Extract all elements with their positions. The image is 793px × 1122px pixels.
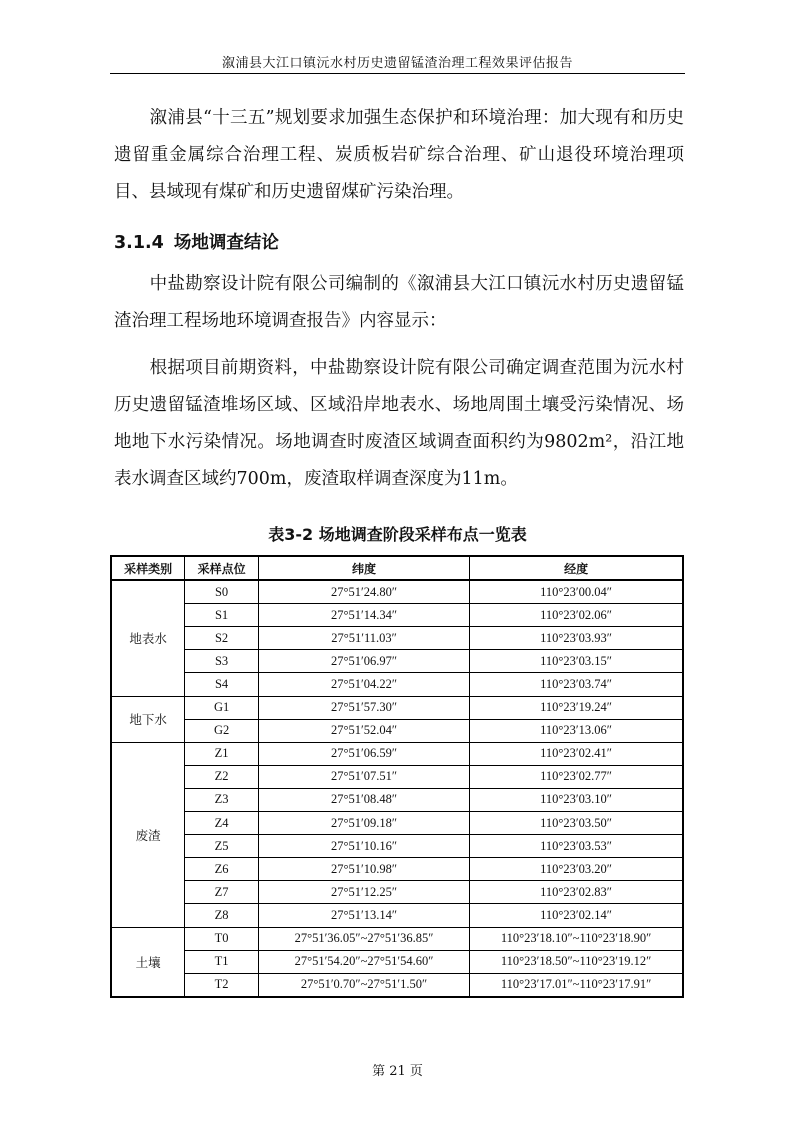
category-cell: 地表水 bbox=[111, 580, 185, 696]
point-cell: Z4 bbox=[185, 812, 259, 835]
section-title: 场地调查结论 bbox=[173, 233, 279, 253]
longitude-cell: 110°23′03.50″ bbox=[470, 812, 683, 835]
table-row bbox=[111, 973, 683, 997]
table-row bbox=[111, 881, 683, 904]
latitude-cell: 27°51′12.25″ bbox=[258, 881, 469, 904]
latitude-cell: 27°51′07.51″ bbox=[258, 765, 469, 788]
sampling-points-table bbox=[110, 555, 684, 998]
longitude-cell: 110°23′03.20″ bbox=[470, 858, 683, 881]
table-row bbox=[111, 696, 683, 719]
latitude-cell: 27°51′54.20″~27°51′54.60″ bbox=[258, 950, 469, 973]
category-cell: 土壤 bbox=[111, 927, 185, 997]
latitude-cell: 27°51′10.16″ bbox=[258, 835, 469, 858]
table-row bbox=[111, 742, 683, 765]
column-header: 采样类别 bbox=[111, 556, 185, 580]
point-cell: G1 bbox=[185, 696, 259, 719]
longitude-cell: 110°23′02.83″ bbox=[470, 881, 683, 904]
table-row bbox=[111, 673, 683, 696]
table-row bbox=[111, 627, 683, 650]
column-header: 采样点位 bbox=[185, 556, 259, 580]
column-header: 纬度 bbox=[258, 556, 469, 580]
page-number: 第 21 页 bbox=[372, 1064, 423, 1079]
table-header-row bbox=[111, 556, 683, 580]
point-cell: S2 bbox=[185, 627, 259, 650]
longitude-cell: 110°23′18.10″~110°23′18.90″ bbox=[470, 927, 683, 950]
header-divider bbox=[110, 73, 685, 74]
table-body bbox=[111, 580, 683, 997]
point-cell: Z7 bbox=[185, 881, 259, 904]
latitude-cell: 27°51′06.97″ bbox=[258, 650, 469, 673]
longitude-cell: 110°23′19.24″ bbox=[470, 696, 683, 719]
table-row bbox=[111, 812, 683, 835]
latitude-cell: 27°51′0.70″~27°51′1.50″ bbox=[258, 973, 469, 997]
point-cell: Z2 bbox=[185, 765, 259, 788]
longitude-cell: 110°23′03.93″ bbox=[470, 627, 683, 650]
longitude-cell: 110°23′17.01″~110°23′17.91″ bbox=[470, 973, 683, 997]
longitude-cell: 110°23′00.04″ bbox=[470, 580, 683, 604]
paragraph-planning: 溆浦县“十三五”规划要求加强生态保护和环境治理：加大现有和历史遗留重金属综合治理工程、炭质板岩矿综合治理、矿山退役环境治理项目、县域现有煤矿和历史遗留煤矿污染治理。 bbox=[114, 108, 684, 202]
table-row bbox=[111, 604, 683, 627]
point-cell: Z6 bbox=[185, 858, 259, 881]
paragraph-report-intro: 中盐勘察设计院有限公司编制的《溆浦县大江口镇沅水村历史遗留锰渣治理工程场地环境调查报告》内容显示： bbox=[114, 274, 684, 331]
longitude-cell: 110°23′03.15″ bbox=[470, 650, 683, 673]
latitude-cell: 27°51′11.03″ bbox=[258, 627, 469, 650]
latitude-cell: 27°51′14.34″ bbox=[258, 604, 469, 627]
column-header: 经度 bbox=[470, 556, 683, 580]
latitude-cell: 27°51′04.22″ bbox=[258, 673, 469, 696]
longitude-cell: 110°23′02.77″ bbox=[470, 765, 683, 788]
category-cell: 废渣 bbox=[111, 742, 185, 927]
latitude-cell: 27°51′24.80″ bbox=[258, 580, 469, 604]
point-cell: S1 bbox=[185, 604, 259, 627]
page-header: 溆浦县大江口镇沅水村历史遗留锰渣治理工程效果评估报告 bbox=[221, 56, 573, 71]
category-cell: 地下水 bbox=[111, 696, 185, 742]
longitude-cell: 110°23′13.06″ bbox=[470, 719, 683, 742]
longitude-cell: 110°23′02.06″ bbox=[470, 604, 683, 627]
table-row bbox=[111, 904, 683, 927]
longitude-cell: 110°23′02.14″ bbox=[470, 904, 683, 927]
point-cell: S0 bbox=[185, 580, 259, 604]
section-heading bbox=[114, 229, 279, 254]
table-row bbox=[111, 858, 683, 881]
table-row bbox=[111, 950, 683, 973]
point-cell: Z8 bbox=[185, 904, 259, 927]
point-cell: T1 bbox=[185, 950, 259, 973]
longitude-cell: 110°23′03.74″ bbox=[470, 673, 683, 696]
point-cell: T2 bbox=[185, 973, 259, 997]
point-cell: T0 bbox=[185, 927, 259, 950]
point-cell: S4 bbox=[185, 673, 259, 696]
longitude-cell: 110°23′03.10″ bbox=[470, 788, 683, 811]
longitude-cell: 110°23′03.53″ bbox=[470, 835, 683, 858]
latitude-cell: 27°51′57.30″ bbox=[258, 696, 469, 719]
latitude-cell: 27°51′06.59″ bbox=[258, 742, 469, 765]
latitude-cell: 27°51′13.14″ bbox=[258, 904, 469, 927]
longitude-cell: 110°23′18.50″~110°23′19.12″ bbox=[470, 950, 683, 973]
table-row bbox=[111, 580, 683, 604]
point-cell: Z1 bbox=[185, 742, 259, 765]
table-row bbox=[111, 835, 683, 858]
table-row bbox=[111, 650, 683, 673]
point-cell: S3 bbox=[185, 650, 259, 673]
table-title: 表3-2 场地调查阶段采样布点一览表 bbox=[268, 525, 527, 544]
point-cell: G2 bbox=[185, 719, 259, 742]
latitude-cell: 27°51′08.48″ bbox=[258, 788, 469, 811]
table-row bbox=[111, 927, 683, 950]
table-row bbox=[111, 765, 683, 788]
section-number: 3.1.4 bbox=[114, 233, 164, 253]
paragraph-survey-scope: 根据项目前期资料，中盐勘察设计院有限公司确定调查范围为沅水村历史遗留锰渣堆场区域、区域沿岸地表水、场地周围土壤受污染情况、场地地下水污染情况。场地调查时废渣区域调查面积约为9802m²，沿江地表水调查区域约700m，废渣取样调查深度为11m。 bbox=[114, 358, 684, 489]
table-row bbox=[111, 788, 683, 811]
latitude-cell: 27°51′09.18″ bbox=[258, 812, 469, 835]
latitude-cell: 27°51′36.05″~27°51′36.85″ bbox=[258, 927, 469, 950]
point-cell: Z5 bbox=[185, 835, 259, 858]
longitude-cell: 110°23′02.41″ bbox=[470, 742, 683, 765]
latitude-cell: 27°51′10.98″ bbox=[258, 858, 469, 881]
latitude-cell: 27°51′52.04″ bbox=[258, 719, 469, 742]
point-cell: Z3 bbox=[185, 788, 259, 811]
table-row bbox=[111, 719, 683, 742]
